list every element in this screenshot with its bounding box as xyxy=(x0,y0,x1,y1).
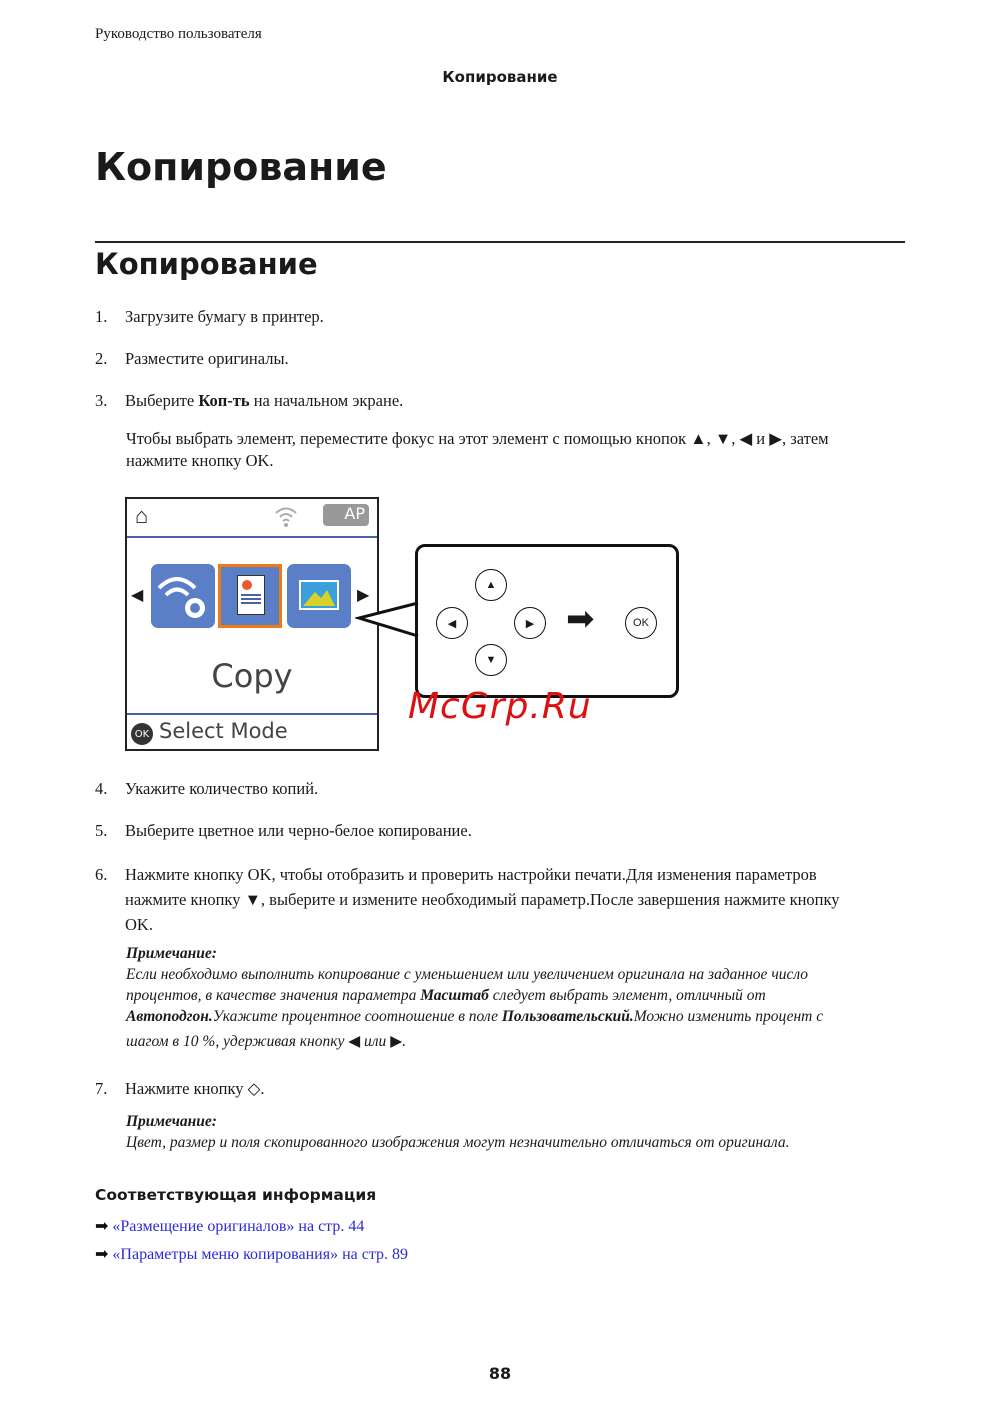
scroll-right-icon: ▶ xyxy=(357,587,370,604)
hint-text: нажмите кнопку OK. xyxy=(126,451,274,470)
note-2 xyxy=(126,1111,906,1153)
step-text: Загрузите бумагу в принтер. xyxy=(125,307,324,326)
lcd-divider xyxy=(127,713,377,715)
step-4 xyxy=(95,779,905,799)
link-text[interactable]: «Размещение оригиналов» на стр. 44 xyxy=(112,1218,365,1235)
note-text: процентов, в качестве значения параметра xyxy=(126,987,421,1004)
link-text[interactable]: «Параметры меню копирования» на стр. 89 xyxy=(112,1246,409,1263)
step-3-hint xyxy=(126,428,906,472)
param-value: Пользовательский. xyxy=(501,1008,634,1025)
note-text: Можно изменить процент с xyxy=(633,1008,824,1025)
step-text: Выберите xyxy=(125,391,199,410)
right-arrow-icon: ▶ xyxy=(390,1033,403,1050)
step-number: 2. xyxy=(95,349,108,368)
lcd-footer-text: Select Mode xyxy=(159,719,288,743)
ok-button-icon: OK xyxy=(625,607,657,639)
lcd-mode-label: Copy xyxy=(211,657,293,695)
step-text: . xyxy=(260,1079,265,1098)
related-link-1[interactable] xyxy=(95,1216,364,1236)
related-info-title: Соответствующая информация xyxy=(95,1186,377,1204)
copy-tile xyxy=(218,564,282,628)
related-link-2[interactable] xyxy=(95,1244,408,1264)
document-title: Руководство пользователя xyxy=(95,26,262,42)
step-3 xyxy=(95,391,905,411)
note-text: . xyxy=(402,1033,406,1050)
watermark: McGrp.Ru xyxy=(408,686,592,727)
step-text: Выберите цветное или черно-белое копирование. xyxy=(125,821,472,840)
arrow-right-icon: ➡ xyxy=(95,1246,109,1263)
step-number: 1. xyxy=(95,307,108,326)
note-text: Укажите процентное соотношение в поле xyxy=(212,1008,502,1025)
step-text: нажмите кнопку xyxy=(125,890,245,909)
down-arrow-icon: ▼ xyxy=(244,890,261,909)
step-text: Укажите количество копий. xyxy=(125,779,319,798)
section-title: Копирование xyxy=(95,247,318,281)
step-text: на начальном экране. xyxy=(249,391,404,410)
home-icon: ⌂ xyxy=(135,503,149,528)
param-value: Автоподгон. xyxy=(126,1008,213,1025)
start-button-icon: ◇ xyxy=(247,1079,261,1098)
left-button-icon: ◀ xyxy=(436,607,468,639)
wifi-icon xyxy=(273,503,299,529)
step-number: 4. xyxy=(95,779,108,798)
step-text: , выберите и измените необходимый параметр.После завершения нажмите кнопку xyxy=(260,890,840,909)
step-5 xyxy=(95,821,905,841)
left-arrow-icon: ◀ xyxy=(739,429,753,448)
ok-badge-icon: OK xyxy=(131,723,153,745)
note-text: Цвет, размер и поля скопированного изображения могут незначительно отличаться от оригинала. xyxy=(126,1134,790,1151)
down-button-icon: ▼ xyxy=(475,644,507,676)
sep: , xyxy=(706,429,711,448)
down-arrow-icon: ▼ xyxy=(714,429,732,448)
access-point-badge: AP xyxy=(323,504,369,526)
left-arrow-icon: ◀ xyxy=(348,1033,361,1050)
step-text: Разместите оригиналы. xyxy=(125,349,289,368)
page-number: 88 xyxy=(488,1364,512,1383)
note-1 xyxy=(126,943,906,1057)
step-2 xyxy=(95,349,905,369)
sep: , xyxy=(731,429,736,448)
param-name: Масштаб xyxy=(420,987,489,1004)
step-number: 3. xyxy=(95,391,108,410)
step-6 xyxy=(95,862,905,937)
menu-item-name: Коп-ть xyxy=(198,391,250,410)
chapter-title: Копирование xyxy=(95,145,387,189)
picture-icon xyxy=(301,582,337,608)
hint-text: , затем xyxy=(781,429,829,448)
up-arrow-icon: ▲ xyxy=(690,429,707,448)
document-icon xyxy=(237,575,265,615)
hint-text: Чтобы выбрать элемент, переместите фокус на этот элемент с помощью кнопок xyxy=(126,429,691,448)
note-title: Примечание: xyxy=(126,1113,217,1130)
step-number: 6. xyxy=(95,865,108,884)
note-text: шагом в 10 %, удерживая кнопку xyxy=(126,1033,349,1050)
step-text: OK. xyxy=(125,915,153,934)
running-title: Копирование xyxy=(442,68,558,86)
scroll-left-icon: ◀ xyxy=(131,587,144,604)
note-text: следует выбрать элемент, отличный от xyxy=(488,987,766,1004)
callout-pointer xyxy=(355,600,421,640)
arrow-right-icon: ➡ xyxy=(95,1218,109,1235)
right-arrow-icon: ▶ xyxy=(769,429,782,448)
divider xyxy=(95,241,905,243)
lcd-divider xyxy=(127,536,377,538)
step-number: 7. xyxy=(95,1079,108,1098)
step-number: 5. xyxy=(95,821,108,840)
step-text: Нажмите кнопку xyxy=(125,1079,248,1098)
note-title: Примечание: xyxy=(126,945,217,962)
and-text: и xyxy=(756,429,766,448)
wifi-settings-tile xyxy=(151,564,215,628)
step-text: Нажмите кнопку OK, чтобы отобразить и проверить настройки печати.Для изменения параметров xyxy=(125,865,817,884)
right-button-icon: ▶ xyxy=(514,607,546,639)
step-1 xyxy=(95,307,905,327)
control-panel-callout xyxy=(415,544,679,698)
up-button-icon: ▲ xyxy=(475,569,507,601)
step-7 xyxy=(95,1079,905,1099)
note-text: Если необходимо выполнить копирование с уменьшением или увеличением оригинала на заданное число xyxy=(126,966,809,983)
arrow-right-icon: ➡ xyxy=(566,601,595,638)
printer-lcd-screen xyxy=(125,497,379,751)
photo-tile xyxy=(287,564,351,628)
note-text: или xyxy=(360,1033,391,1050)
